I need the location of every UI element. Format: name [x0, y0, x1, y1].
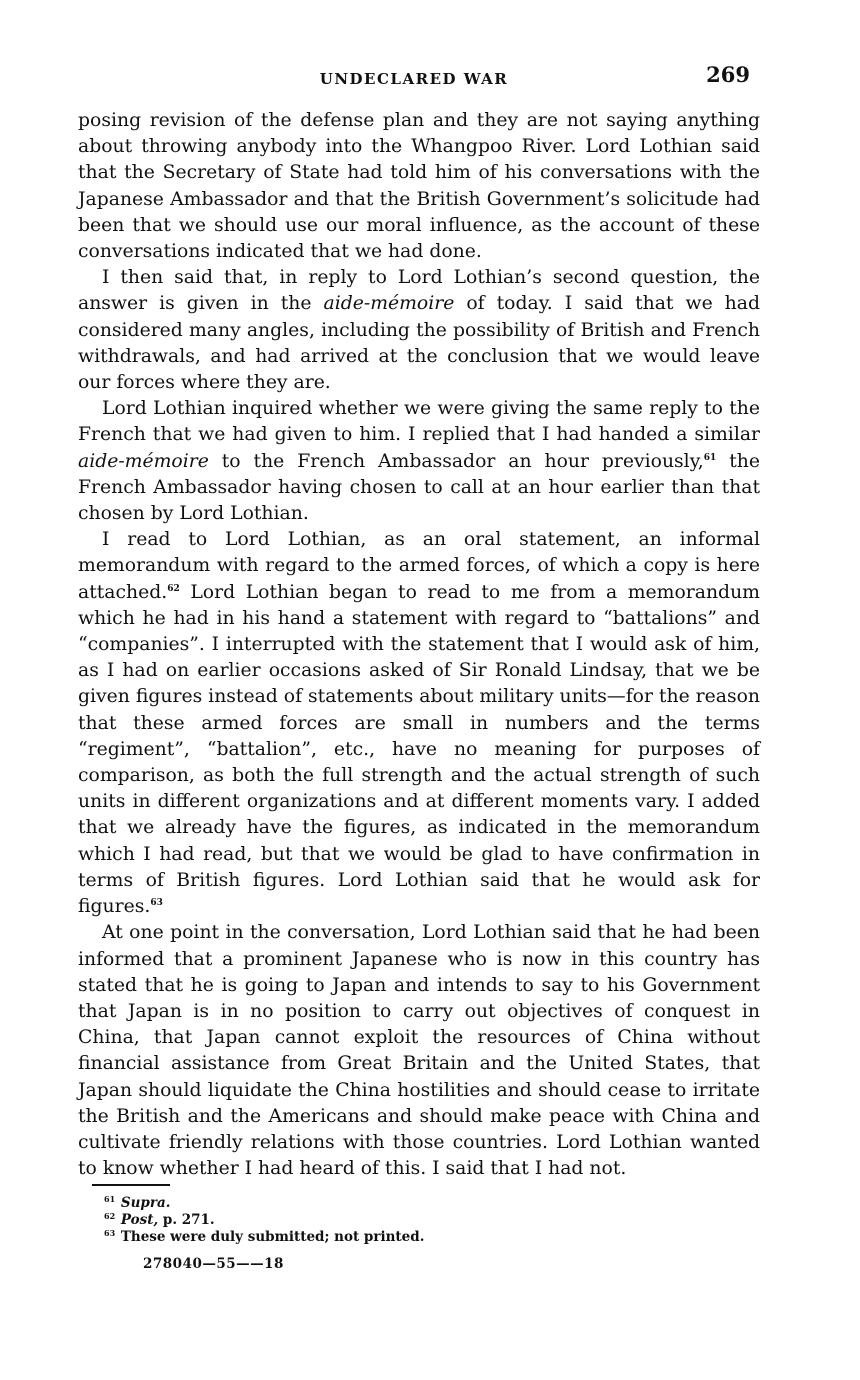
paragraph-4-text-b: Lord Lothian began to read to me from a memorandum which he had in his hand a statement with regard to “battalions” and “companies”. I interrupted with the statement that I would ask of him, as I had on earlier occasions asked of Sir Ronald Lindsay, that we be given figures instead of statements about military units—for the reason that these armed forces are small in numbers and the terms “regiment”, “battalion”, etc., have no meaning for purposes of comparison, as both the full strength and the actual strength of such units in different organizations and at different moments vary. I added that we already have the figures, as indicated in the memorandum which I had read, but that we would be glad to have confirmation in terms of British figures. Lord Lothian said that he would ask for figures.	[78, 581, 760, 918]
footnote-text: These were duly submitted; not printed.	[120, 1229, 425, 1245]
footnote-ref-62: 62	[167, 583, 180, 594]
paragraph-4	[78, 527, 760, 920]
aide-memoire-term: aide-mémoire	[78, 450, 209, 472]
footnote-number: 63	[104, 1228, 116, 1238]
paragraph-2	[78, 265, 760, 396]
paragraph-1: posing revision of the defense plan and they are not saying anything about throwing anybody into the Whangpoo River. Lord Lothian said that the Secretary of State had told him of his conversations with the Japanese Ambassador and that the British Government’s solicitude had been that we should use our moral influence, as the account of these conversations indicated that we had done.	[78, 110, 760, 263]
footnotes	[104, 1195, 424, 1246]
paragraph-3	[78, 396, 760, 527]
footnote-61	[104, 1195, 424, 1212]
paragraph-2-text-b: of today. I said that we had considered many angles, including the possibility of British and French withdrawals, and had arrived at the conclusion that we would leave our forces where they are.	[78, 293, 761, 394]
footnote-number: 61	[104, 1194, 116, 1204]
paragraph-4-text-a: I read to Lord Lothian, as an oral statement, an informal memorandum with regard to the armed forces, of which a copy is here attached.	[78, 529, 760, 603]
footnote-italic: Post,	[120, 1212, 159, 1228]
footnote-text: p. 271.	[158, 1212, 215, 1228]
page-number: 269	[706, 62, 750, 87]
print-code: 278040—55——18	[143, 1256, 284, 1272]
paragraph-3-text-a: Lord Lothian inquired whether we were giving the same reply to the French that we had given to him. I replied that I had handed a similar	[78, 398, 760, 446]
footnote-divider	[92, 1184, 170, 1186]
page-header	[78, 62, 750, 92]
paragraph-5: At one point in the conversation, Lord Lothian said that he had been informed that a prominent Japanese who is now in this country has stated that he is going to Japan and intends to say to his Government that Japan is in no position to carry out objectives of conquest in China, that Japan cannot exploit the resources of China without financial assistance from Great Britain and the United States, that Japan should liquidate the China hostilities and should cease to irritate the British and the Americans and should make peace with China and cultivate friendly relations with those countries. Lord Lothian wanted to know whether I had heard of this. I said that I had not.	[78, 922, 760, 1180]
footnote-number: 62	[104, 1211, 116, 1221]
aide-memoire-term: aide-mémoire	[323, 293, 455, 315]
footnote-ref-61: 61	[703, 452, 717, 463]
paragraph-3-text-c: the French Ambassador having chosen to call at an hour earlier than that chosen by Lord Lothian.	[78, 450, 760, 525]
running-title: UNDECLARED WAR	[319, 70, 509, 88]
paragraph-2-text-a: I then said that, in reply to Lord Lothian’s second question, the answer is given in the	[78, 267, 760, 315]
footnote-62	[104, 1212, 424, 1229]
footnote-63	[104, 1229, 424, 1246]
paragraph-3-text-b: to the French Ambassador an hour previously,	[208, 450, 704, 472]
footnote-italic: Supra.	[120, 1195, 171, 1211]
body-text	[78, 108, 760, 1182]
footnote-ref-63: 63	[150, 898, 163, 909]
